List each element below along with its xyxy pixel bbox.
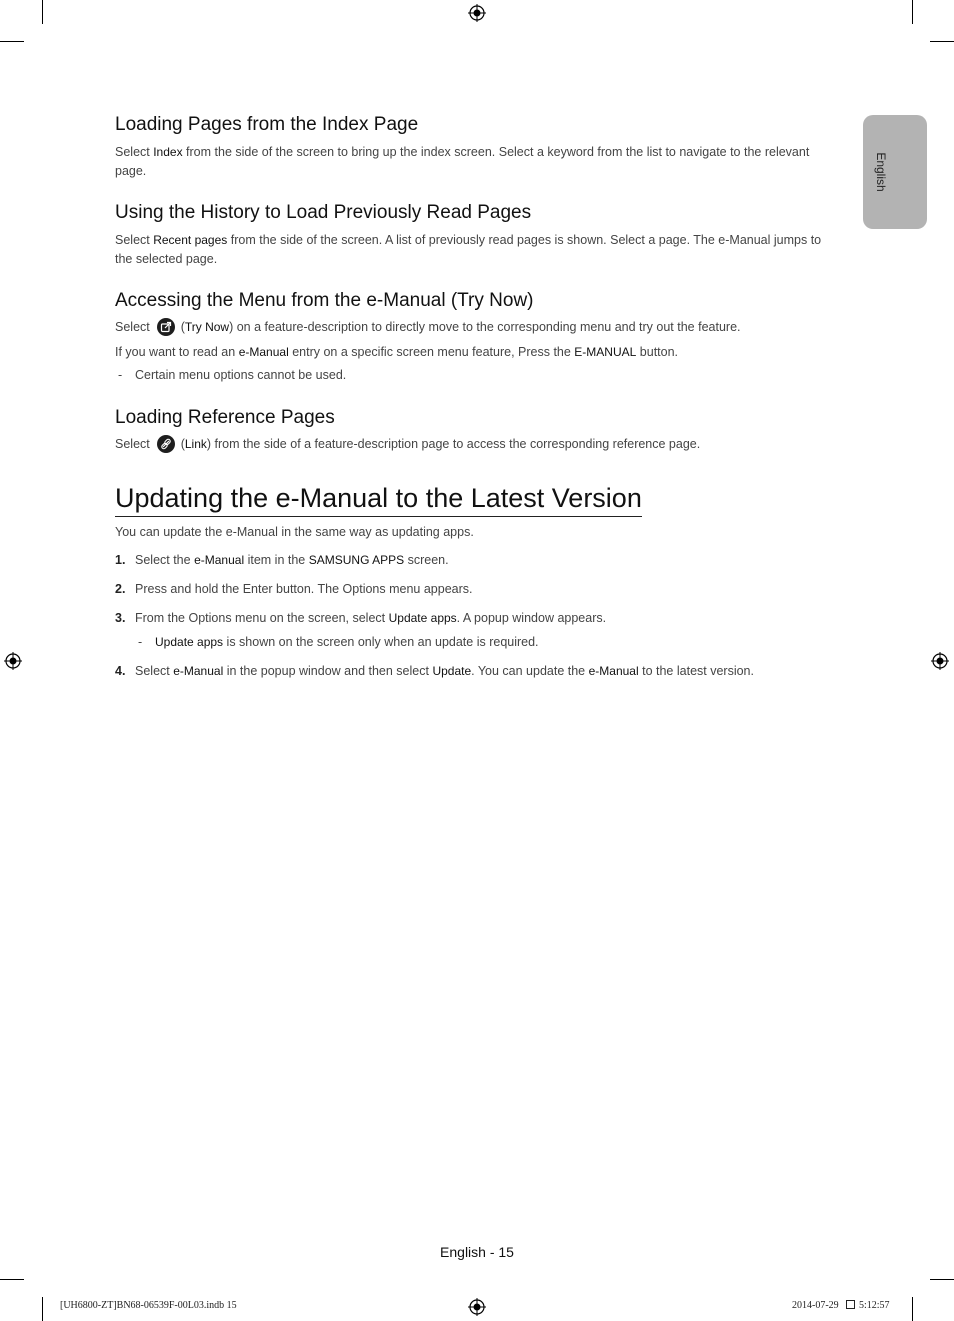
ui-term-e-manual: e-Manual	[173, 664, 224, 678]
crop-mark-tl-h	[0, 41, 24, 42]
step-text-2: Press and hold the Enter button. The Options menu appears.	[135, 582, 473, 596]
ui-term-update: Update	[432, 664, 472, 678]
ui-term-e-manual: e-Manual	[238, 345, 289, 359]
registration-mark-bottom-icon	[468, 1298, 486, 1316]
step-number-1: 1.	[115, 553, 126, 567]
ui-term-e-manual: e-Manual	[194, 553, 245, 567]
step-number-3: 3.	[115, 611, 126, 625]
note-dash: -	[118, 368, 123, 382]
step-3-note: Update apps is shown on the screen only when an update is required.	[155, 635, 539, 649]
main-intro: You can update the e-Manual in the same way as updating apps.	[115, 525, 474, 539]
section-body-index-page: Select Index from the side of the screen to bring up the index screen. Select a keyword from the list to navigate to the relevant page.	[115, 145, 810, 178]
section-body-history: Select Recent pages from the side of the screen. A list of previously read pages is shown. Select a page. The e-Manual jumps to the selected page.	[115, 233, 822, 266]
section-title-history: Using the History to Load Previously Read Pages	[115, 202, 532, 223]
print-slug-time: 5:12:57	[859, 1300, 890, 1311]
ui-term-index: Index	[153, 145, 183, 159]
link-icon	[157, 435, 175, 453]
crop-mark-br-h	[930, 1279, 954, 1280]
print-slug-file: [UH6800-ZT]BN68-06539F-00L03.indb 15	[60, 1300, 237, 1311]
section-title-reference-pages: Loading Reference Pages	[115, 407, 335, 428]
crop-mark-bl-v	[42, 1297, 43, 1321]
section-line-emanual-button: If you want to read an e-Manual entry on a specific screen menu feature, Press the E-MANUAL button.	[115, 345, 679, 359]
step-3-note-dash: -	[138, 635, 143, 649]
ui-term-samsung-apps: SAMSUNG APPS	[308, 553, 405, 567]
ui-term-e-manual: e-Manual	[588, 664, 639, 678]
crop-mark-tr-v	[912, 0, 913, 24]
section-title-try-now: Accessing the Menu from the e-Manual (Try Now)	[115, 290, 534, 311]
step-number-2: 2.	[115, 582, 126, 596]
step-number-4: 4.	[115, 664, 126, 678]
section-title-index-page: Loading Pages from the Index Page	[115, 114, 419, 135]
ui-term-e-manual-button: E-MANUAL	[574, 345, 637, 359]
step-text-1: Select the e-Manual item in the SAMSUNG APPS screen.	[135, 553, 449, 567]
language-side-tab	[863, 115, 927, 229]
crop-mark-tl-v	[42, 0, 43, 24]
page-number: English - 15	[440, 1244, 514, 1260]
print-slug-date: 2014-07-29	[792, 1300, 839, 1311]
crop-mark-tr-h	[930, 41, 954, 42]
try-now-icon	[157, 318, 175, 336]
calendar-icon	[846, 1300, 855, 1309]
main-title: Updating the e-Manual to the Latest Version	[115, 483, 642, 517]
step-text-4: Select e-Manual in the popup window and then select Update. You can update the e-Manual to the latest version.	[135, 664, 754, 678]
crop-mark-br-v	[912, 1297, 913, 1321]
ui-term-update-apps: Update apps	[155, 635, 224, 649]
crop-mark-bl-h	[0, 1279, 24, 1280]
ui-term-try-now: Try Now	[184, 320, 230, 334]
note-menu-options: Certain menu options cannot be used.	[135, 368, 347, 382]
step-text-3: From the Options menu on the screen, select Update apps. A popup window appears.	[135, 611, 607, 625]
ui-term-recent-pages: Recent pages	[153, 233, 228, 247]
registration-mark-right-icon	[931, 652, 949, 670]
registration-mark-top-icon	[468, 4, 486, 22]
ui-term-update-apps: Update apps	[388, 611, 457, 625]
section-line-try-now: Select (Try Now) on a feature-description to directly move to the corresponding menu and try out the feature.	[115, 320, 741, 334]
section-line-link: Select (Link) from the side of a feature-description page to access the corresponding reference page.	[115, 437, 701, 451]
language-side-tab-label: English	[874, 152, 888, 192]
registration-mark-left-icon	[4, 652, 22, 670]
ui-term-link: Link	[184, 437, 207, 451]
